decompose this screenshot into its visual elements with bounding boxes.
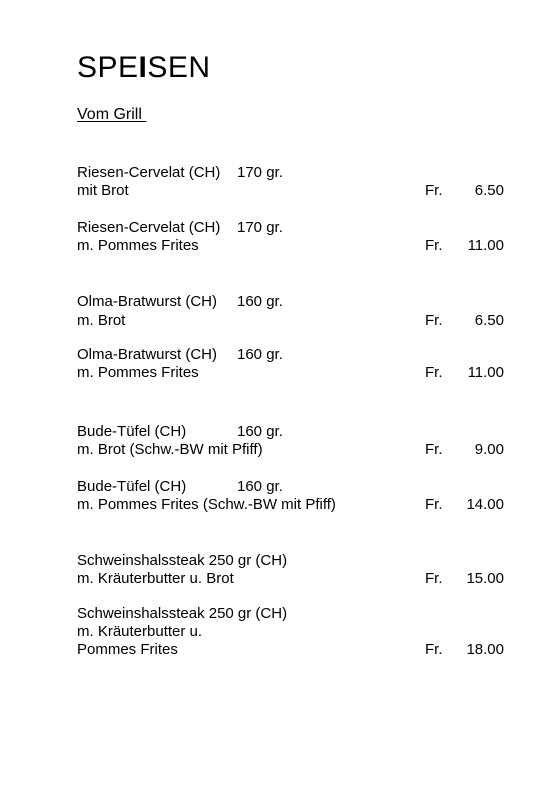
item-price: 6.50 [474,182,504,199]
menu-item-detail-line [77,181,507,200]
item-weight: 160 gr. [237,346,283,363]
item-name: Olma-Bratwurst (CH) [77,293,218,310]
title-part-mid: I [138,51,148,84]
item-detail: mit Brot [77,182,129,199]
item-price: 18.00 [466,641,504,658]
item-name: Schweinshalssteak 250 gr (CH) [77,605,288,622]
menu-item-detail-line [77,440,507,459]
item-price: 15.00 [466,570,504,587]
page-title [77,52,211,84]
menu-item-name-line [77,292,507,311]
item-currency: Fr. [425,364,443,381]
item-name: Bude-Tüfel (CH) [77,478,187,495]
item-price: 6.50 [474,312,504,329]
item-price: 14.00 [466,496,504,513]
menu-item-name-line [77,551,507,570]
item-name: Schweinshalssteak 250 gr (CH) [77,552,288,569]
item-currency: Fr. [425,441,443,458]
title-part-pre: SPE [77,51,139,84]
item-currency: Fr. [425,641,443,658]
item-price: 9.00 [474,441,504,458]
item-detail: m. Kräuterbutter u. [77,623,203,640]
title-part-post: SEN [147,51,211,84]
item-name: Riesen-Cervelat (CH) [77,219,221,236]
item-detail: m. Brot (Schw.-BW mit Pfiff) [77,441,263,458]
menu-item-name-line [77,604,507,623]
menu-item-detail-line [77,640,507,659]
item-weight: 160 gr. [237,293,283,310]
menu-item-detail-line [77,363,507,382]
menu-item-detail-line [77,622,507,641]
menu-item-detail-line [77,569,507,588]
menu-item-detail-line [77,236,507,255]
item-currency: Fr. [425,312,443,329]
menu-item-name-line [77,422,507,441]
menu-item-name-line [77,163,507,182]
item-detail: m. Pommes Frites [77,364,199,381]
item-detail: Pommes Frites [77,641,178,658]
menu-item-detail-line [77,311,507,330]
item-currency: Fr. [425,496,443,513]
item-detail: m. Pommes Frites [77,237,199,254]
item-name: Olma-Bratwurst (CH) [77,346,218,363]
item-weight: 160 gr. [237,478,283,495]
menu-item-name-line [77,345,507,364]
item-price: 11.00 [467,364,504,381]
item-weight: 170 gr. [237,164,283,181]
item-weight: 160 gr. [237,423,283,440]
item-detail: m. Brot [77,312,126,329]
item-weight: 170 gr. [237,219,283,236]
item-currency: Fr. [425,237,443,254]
menu-item-detail-line [77,495,507,514]
item-price: 11.00 [467,237,504,254]
menu-item-name-line [77,477,507,496]
item-detail: m. Pommes Frites (Schw.-BW mit Pfiff) [77,496,336,513]
item-currency: Fr. [425,182,443,199]
section-heading: Vom Grill [77,106,147,123]
item-currency: Fr. [425,570,443,587]
menu-item-name-line [77,218,507,237]
item-name: Riesen-Cervelat (CH) [77,164,221,181]
item-detail: m. Kräuterbutter u. Brot [77,570,234,587]
item-name: Bude-Tüfel (CH) [77,423,187,440]
